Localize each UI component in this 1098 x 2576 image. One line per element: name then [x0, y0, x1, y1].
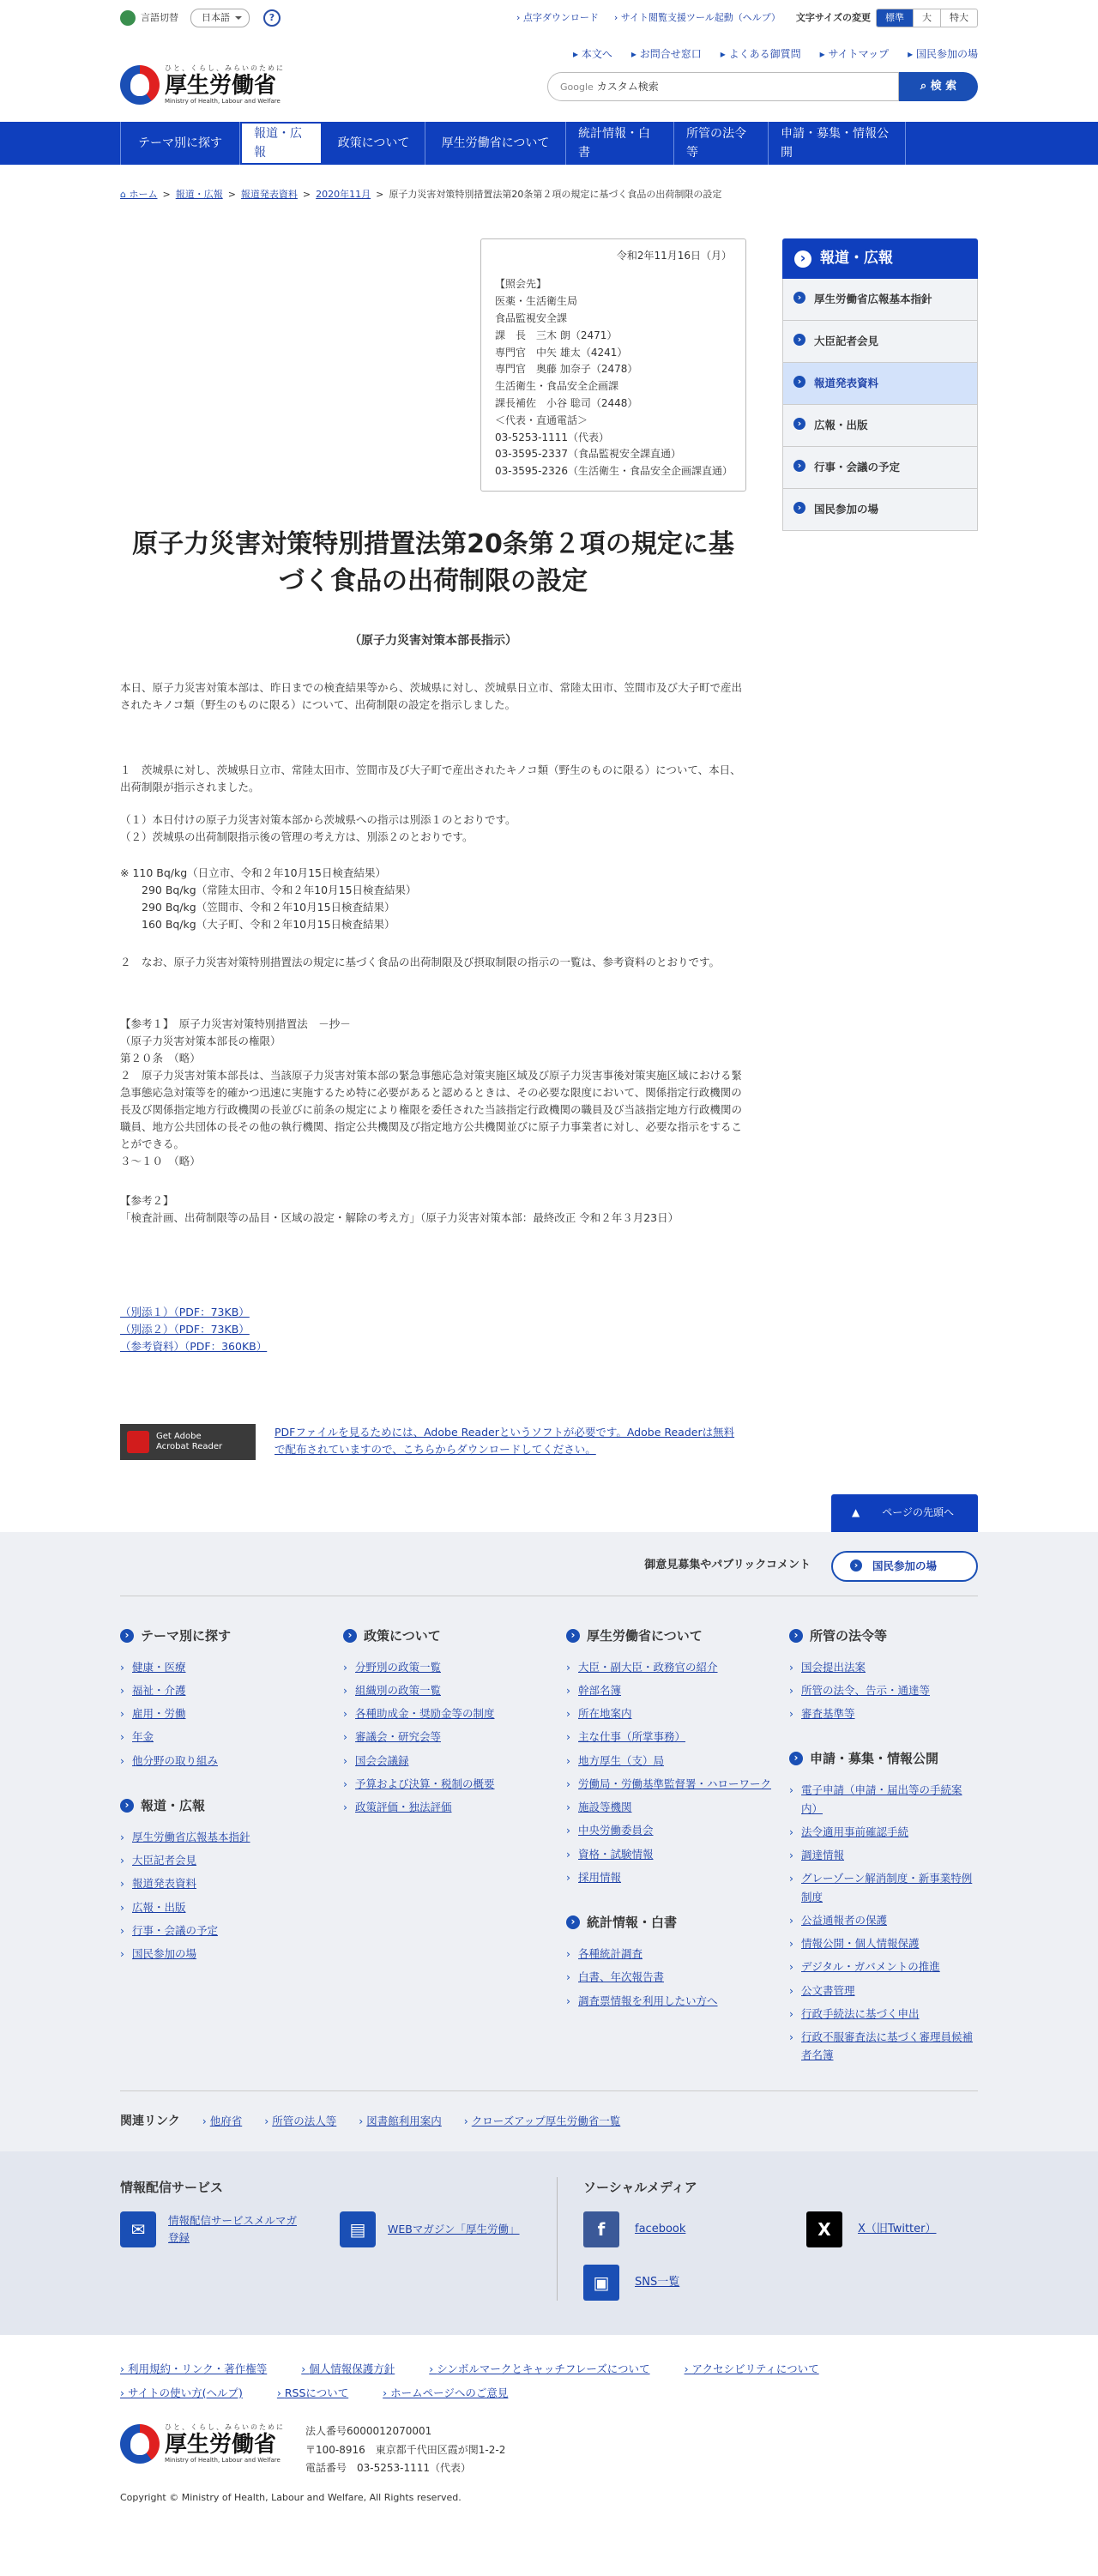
- footer-link[interactable]: 行事・会議の予定: [132, 1923, 219, 1937]
- search-button[interactable]: [899, 72, 978, 101]
- side-item-pr-policy[interactable]: › 厚生労働省広報基本指針: [782, 279, 978, 321]
- contact-line: 医薬・生活衛生局: [495, 295, 578, 308]
- footer-link[interactable]: 調査票情報を利用したい方へ: [578, 1994, 718, 2007]
- footer-bottom: [120, 2335, 978, 2522]
- side-item-events[interactable]: › 行事・会議の予定: [782, 447, 978, 489]
- search-placeholder: カスタム検索: [596, 81, 659, 93]
- footer-link[interactable]: デジタル・ガバメントの推進: [801, 1960, 940, 1974]
- footer-link[interactable]: 分野別の政策一覧: [355, 1660, 442, 1674]
- public-comment-label: 御意見募集やパブリックコメント: [644, 1559, 811, 1572]
- copyright: Copyright © Ministry of Health, Labour and Welfare, All Rights reserved.: [120, 2491, 462, 2503]
- footer-link[interactable]: 行政不服審査法に基づく審理員候補者名簿: [801, 2030, 974, 2062]
- footer-bottom-link[interactable]: › RSSについて: [277, 2385, 348, 2402]
- font-size-large[interactable]: 大: [913, 9, 940, 27]
- mhlw-logo-icon: [120, 65, 160, 105]
- footer-link[interactable]: 審査基準等: [801, 1707, 855, 1721]
- breadcrumb-home[interactable]: ⌂ ホーム: [120, 187, 157, 202]
- footer-link[interactable]: グレーゾーン解消制度・新事業特例制度: [801, 1872, 973, 1903]
- footer-link[interactable]: 資格・試験情報: [578, 1847, 654, 1861]
- related-link[interactable]: › 所管の法人等: [264, 2113, 336, 2130]
- footer-link[interactable]: 所在地案内: [578, 1707, 632, 1721]
- contact-line: 課長補佐 小谷 聡司（2448）: [495, 396, 638, 409]
- logo-name: 厚生労働省: [165, 2431, 277, 2458]
- footer: [0, 1532, 1098, 2335]
- pdf-link-reference[interactable]: （参考資料）（PDF：360KB）: [120, 1340, 268, 1354]
- font-size-xlarge[interactable]: 特大: [940, 9, 977, 27]
- footer-link[interactable]: 政策評価・独法評価: [355, 1801, 452, 1814]
- footer-heading[interactable]: › 統計情報・白書: [566, 1912, 772, 1933]
- sitemap-link[interactable]: ▸ サイトマップ: [820, 46, 890, 63]
- adobe-download-link[interactable]: PDFファイルを見るためには、Adobe Readerというソフトが必要です。Adobe Readerは無料で配布されていますので、こちらからダウンロードしてください。: [274, 1426, 735, 1457]
- adobe-badge-line: Get Adobe: [156, 1432, 202, 1442]
- breadcrumb-sep: >: [227, 189, 236, 200]
- participation-link[interactable]: ▸ 国民参加の場: [908, 46, 978, 63]
- back-to-top-button[interactable]: [831, 1494, 978, 1531]
- footer-link[interactable]: 所管の法令、告示・通達等: [801, 1683, 931, 1697]
- logo-english: Ministry of Health, Labour and Welfare: [165, 97, 281, 105]
- footer-link[interactable]: 各種助成金・奨励金等の制度: [355, 1707, 495, 1721]
- footer-link[interactable]: 年金: [132, 1730, 154, 1744]
- footer-bottom-link[interactable]: › アクセシビリティについて: [685, 2361, 819, 2378]
- sns-list-link[interactable]: SNS一覧: [635, 2275, 680, 2289]
- side-item-publications[interactable]: › 広報・出版: [782, 405, 978, 447]
- x-link[interactable]: X（旧Twitter）: [858, 2222, 937, 2235]
- related-link[interactable]: › 他府省: [202, 2113, 243, 2130]
- footer-bottom-link[interactable]: › サイトの使い方(ヘルプ): [120, 2385, 243, 2402]
- footer-heading[interactable]: › テーマ別に探す: [120, 1626, 326, 1646]
- mhlw-logo-icon: [120, 2424, 160, 2464]
- footer-link[interactable]: 中央労働委員会: [578, 1824, 654, 1837]
- breadcrumb-releases[interactable]: 報道発表資料: [240, 189, 298, 200]
- contact-line: 03-5253-1111（代表）: [495, 431, 610, 443]
- page-subtitle: （原子力災害対策本部長指示）: [349, 633, 517, 648]
- note-line: 160 Bq/kg（大子町、令和２年10月15日検査結果）: [120, 918, 395, 932]
- footer-logo[interactable]: [120, 2422, 285, 2465]
- braille-download-link[interactable]: › 点字ダウンロード: [516, 10, 599, 26]
- facebook-link[interactable]: facebook: [635, 2222, 686, 2235]
- site-header: [120, 36, 978, 122]
- webmag-link[interactable]: WEBマガジン「厚生労働」: [388, 2222, 520, 2235]
- side-item-press-releases[interactable]: › 報道発表資料: [782, 363, 978, 405]
- breadcrumb-current: 原子力災害対策特別措置法第20条第２項の規定に基づく食品の出荷制限の設定: [389, 189, 722, 200]
- footer-link[interactable]: 主な仕事（所掌事務）: [578, 1730, 686, 1744]
- ref1-line: ３～１０ （略）: [120, 1155, 201, 1168]
- footer-link[interactable]: 国民参加の場: [132, 1947, 197, 1961]
- ref1-line: （原子力災害対策本部長の権限）: [120, 1035, 281, 1048]
- footer-link[interactable]: 雇用・労働: [132, 1707, 186, 1721]
- logo-tagline: ひと、くらし、みらいのために: [165, 2422, 285, 2431]
- paragraph-1a: （１）本日付けの原子力災害対策本部から茨城県への指示は別添１のとおりです。: [120, 813, 516, 827]
- pdf-link-attachment2[interactable]: （別添２）（PDF：73KB）: [120, 1323, 250, 1336]
- breadcrumb-month[interactable]: 2020年11月: [316, 189, 371, 200]
- footer-link[interactable]: 大臣記者会見: [132, 1854, 197, 1867]
- paragraph-2: ２ なお、原子力災害対策特別措置法の規定に基づく食品の出荷制限及び摂取制限の指示の一覧は、参考資料のとおりです。: [120, 956, 721, 969]
- search-input[interactable]: [547, 72, 899, 101]
- font-size-label: 文字サイズの変更: [795, 12, 871, 24]
- contact-line: 課 長 三木 朗（2471）: [495, 329, 618, 341]
- footer-link[interactable]: 公益通報者の保護: [801, 1913, 888, 1927]
- footer-bottom-link[interactable]: › ホームページへのご意見: [383, 2385, 508, 2402]
- footer-link[interactable]: 大臣・副大臣・政務官の紹介: [578, 1660, 718, 1674]
- lang-label: 言語切替: [141, 12, 178, 24]
- side-nav-heading[interactable]: › 報道・広報: [782, 238, 978, 279]
- font-size-standard[interactable]: 標準: [877, 9, 913, 27]
- footer-link[interactable]: 地方厚生（支）局: [578, 1753, 665, 1767]
- ref2-line: 「検査計画、出荷制限等の品目・区域の設定・解除の考え方」（原子力災害対策本部：最終改正 令和２年３月23日）: [120, 1211, 679, 1225]
- footer-link[interactable]: 国会会議録: [355, 1753, 409, 1767]
- corporate-number: 法人番号6000012070001: [305, 2424, 432, 2437]
- contact-line: 03-3595-2326（生活衛生・食品安全企画課直通）: [495, 465, 733, 478]
- ref1-line: ２ 原子力災害対策本部長は、当該原子力災害対策本部の緊急事態応急対策実施区域及び原子力災害事後対策実施区域における緊急事態応急対策等を的確かつ迅速に実施するため特に必要があると認めるときは、その必要な限度において、関係指定行政機関の長及び関係指定地方行政機関の長並びに前条の規定により権限を委任された当該指定行政機関の職員及び当該指定地方行政機関の職員、地方公共団体の長その他の執行機関、指定公共機関及び指定地方公共機関並びに原子力事業者に対し、必要な指示をすることができる。: [120, 1069, 743, 1151]
- breadcrumb-sep: >: [376, 189, 384, 200]
- google-brand: Google: [560, 81, 594, 93]
- footer-heading[interactable]: › 厚生労働省について: [566, 1626, 772, 1646]
- faq-link[interactable]: ▸ よくある御質問: [721, 46, 801, 63]
- footer-link[interactable]: 施設等機関: [578, 1801, 632, 1814]
- note-line: ※ 110 Bq/kg（日立市、令和２年10月15日検査結果）: [120, 866, 386, 880]
- related-link[interactable]: › 図書館利用案内: [359, 2113, 442, 2130]
- breadcrumb-sep: >: [162, 189, 171, 200]
- page-title: 原子力災害対策特別措置法第20条第２項の規定に基づく食品の出荷制限の設定: [132, 528, 734, 597]
- breadcrumb: [120, 165, 978, 238]
- service-heading: 情報配信サービス: [120, 2179, 224, 2195]
- side-item-participation[interactable]: › 国民参加の場: [782, 489, 978, 531]
- footer-link[interactable]: 予算および決算・税制の概要: [355, 1777, 495, 1790]
- footer-link[interactable]: 組織別の政策一覧: [355, 1683, 442, 1697]
- footer-link[interactable]: 電子申請（申請・届出等の手続案内）: [801, 1783, 962, 1815]
- footer-link[interactable]: 情報公開・個人情報保護: [801, 1937, 920, 1951]
- contact-line: 生活衛生・食品安全企画課: [495, 380, 619, 393]
- footer-heading[interactable]: › 申請・募集・情報公開: [789, 1748, 978, 1769]
- footer-link[interactable]: 白書、年次報告書: [578, 1970, 665, 1984]
- mail-icon: ✉: [120, 2211, 156, 2247]
- gnav-laws[interactable]: 所管の法令等: [674, 122, 769, 165]
- lang-select[interactable]: 日本語: [190, 9, 250, 27]
- gnav-policy[interactable]: 政策について: [323, 122, 425, 165]
- side-item-press-conference[interactable]: › 大臣記者会見: [782, 321, 978, 363]
- address: 〒100-8916 東京都千代田区霞が関1-2-2: [305, 2443, 506, 2456]
- footer-link[interactable]: 行政手続法に基づく申出: [801, 2006, 920, 2020]
- footer-link[interactable]: 調達情報: [801, 1849, 845, 1862]
- gnav-stats[interactable]: 統計情報・白書: [566, 122, 674, 165]
- footer-link[interactable]: 国会提出法案: [801, 1660, 866, 1674]
- breadcrumb-sep: >: [302, 189, 311, 200]
- related-links: [120, 2090, 978, 2151]
- footer-link[interactable]: 幹部名簿: [578, 1683, 622, 1697]
- contact-line: 【照会先】: [495, 278, 547, 291]
- footer-link[interactable]: 福祉・介護: [132, 1683, 186, 1697]
- x-icon: X: [806, 2211, 842, 2247]
- mailmag-link[interactable]: 情報配信サービスメルマガ登録: [168, 2213, 298, 2244]
- gnav-apply[interactable]: 申請・募集・情報公開: [769, 122, 906, 165]
- site-logo[interactable]: [120, 63, 285, 106]
- service-section: [0, 2151, 1098, 2335]
- adobe-badge-line: Acrobat Reader: [156, 1442, 223, 1452]
- footer-link[interactable]: 審議会・研究会等: [355, 1730, 442, 1744]
- global-nav: [0, 122, 1098, 165]
- gnav-press[interactable]: 報道・広報: [240, 122, 323, 165]
- footer-heading[interactable]: › 報道・広報: [120, 1795, 326, 1816]
- note-line: 290 Bq/kg（常陸太田市、令和２年10月15日検査結果）: [120, 884, 417, 897]
- contact-line: 食品監視安全課: [495, 311, 568, 324]
- footer-heading[interactable]: › 政策について: [343, 1626, 549, 1646]
- logo-tagline: ひと、くらし、みらいのために: [165, 64, 285, 72]
- related-links-label: 関連リンク: [120, 2114, 180, 2128]
- note-line: 290 Bq/kg（笠間市、令和２年10月15日検査結果）: [120, 901, 395, 914]
- paragraph-1: １ 茨城県に対し、茨城県日立市、常陸太田市、笠間市及び大子町で産出されたキノコ類（野生のものに限る）について、本日、出荷制限が指示されました。: [120, 763, 741, 794]
- footer-link[interactable]: 厚生労働省広報基本指針: [132, 1830, 250, 1843]
- facebook-icon: f: [583, 2211, 619, 2247]
- logo-english: Ministry of Health, Labour and Welfare: [165, 2456, 281, 2464]
- contact-box: [480, 238, 746, 492]
- phone: 電話番号 03-5253-1111（代表）: [305, 2462, 472, 2475]
- release-date: 令和2年11月16日（月）: [616, 249, 732, 262]
- footer-link[interactable]: 法令適用事前確認手続: [801, 1825, 909, 1838]
- footer-bottom-link[interactable]: › 個人情報保護方針: [301, 2361, 395, 2378]
- breadcrumb-press[interactable]: 報道・広報: [175, 189, 223, 200]
- sns-list-icon: ▣: [583, 2265, 619, 2301]
- gnav-theme[interactable]: テーマ別に探す: [120, 122, 240, 165]
- footer-heading[interactable]: › 所管の法令等: [789, 1626, 978, 1646]
- help-icon[interactable]: ?: [263, 9, 281, 27]
- related-link[interactable]: › クローズアップ厚生労働省一覧: [464, 2113, 621, 2130]
- paragraph-1b: （２）茨城県の出荷制限指示後の管理の考え方は、別添２のとおりです。: [120, 830, 474, 844]
- adobe-icon: [127, 1431, 149, 1453]
- logo-name: 厚生労働省: [165, 72, 277, 99]
- contact-line: 03-3595-2337（食品監視安全課直通）: [495, 448, 682, 461]
- ref1-heading: 【参考１】 原子力災害対策特別措置法 －抄－: [120, 1017, 351, 1031]
- search-button-label: 検 索: [930, 80, 957, 93]
- accessibility-tool-link[interactable]: › サイト閲覧支援ツール起動（ヘルプ）: [614, 10, 781, 26]
- utility-bar: [0, 0, 1098, 36]
- footer-link[interactable]: 広報・出版: [132, 1900, 186, 1914]
- ref1-line: 第２０条 （略）: [120, 1052, 201, 1065]
- footer-link[interactable]: 公文書管理: [801, 1983, 855, 1997]
- participation-button[interactable]: › 国民参加の場: [831, 1551, 978, 1582]
- contact-line: ＜代表・直通電話＞: [495, 413, 588, 426]
- contact-line: 専門官 奥藤 加奈子（2478）: [495, 363, 638, 376]
- contact-line: 専門官 中矢 雄太（4241）: [495, 346, 628, 359]
- footer-bottom-link[interactable]: › 利用規約・リンク・著作権等: [120, 2361, 267, 2378]
- book-icon: ▤: [340, 2211, 376, 2247]
- globe-icon: [120, 10, 136, 26]
- footer-link[interactable]: 各種統計調査: [578, 1947, 643, 1961]
- back-to-top-label: ページの先頭へ: [872, 1499, 966, 1526]
- side-nav: [782, 238, 978, 1461]
- main-content: [120, 238, 746, 1461]
- footer-bottom-link[interactable]: › シンボルマークとキャッチフレーズについて: [429, 2361, 649, 2378]
- intro-paragraph: 本日、原子力災害対策本部は、昨日までの検査結果等から、茨城県に対し、茨城県日立市、常陸太田市、笠間市及び大子町で産出されたキノコ類（野生のものに限る）について、出荷制限の設定を指示しました。: [120, 681, 743, 712]
- pdf-link-attachment1[interactable]: （別添１）（PDF：73KB）: [120, 1306, 250, 1319]
- ref2-heading: 【参考２】: [120, 1194, 174, 1208]
- footer-link[interactable]: 他分野の取り組み: [132, 1753, 219, 1767]
- footer-link[interactable]: 報道発表資料: [132, 1877, 197, 1891]
- arrow-up-icon: ▲: [842, 1499, 872, 1526]
- footer-link[interactable]: 健康・医療: [132, 1660, 186, 1674]
- inquiry-link[interactable]: ▸ お問合せ窓口: [631, 46, 702, 63]
- footer-link[interactable]: 労働局・労働基準監督署・ハローワーク: [578, 1777, 772, 1790]
- gnav-about[interactable]: 厚生労働省について: [425, 122, 566, 165]
- skip-to-content-link[interactable]: ▸ 本文へ: [573, 46, 612, 63]
- search-icon: ⌕: [920, 80, 931, 93]
- social-heading: ソーシャルメディア: [583, 2179, 697, 2195]
- adobe-reader-badge[interactable]: [120, 1424, 256, 1460]
- footer-link[interactable]: 採用情報: [578, 1870, 622, 1884]
